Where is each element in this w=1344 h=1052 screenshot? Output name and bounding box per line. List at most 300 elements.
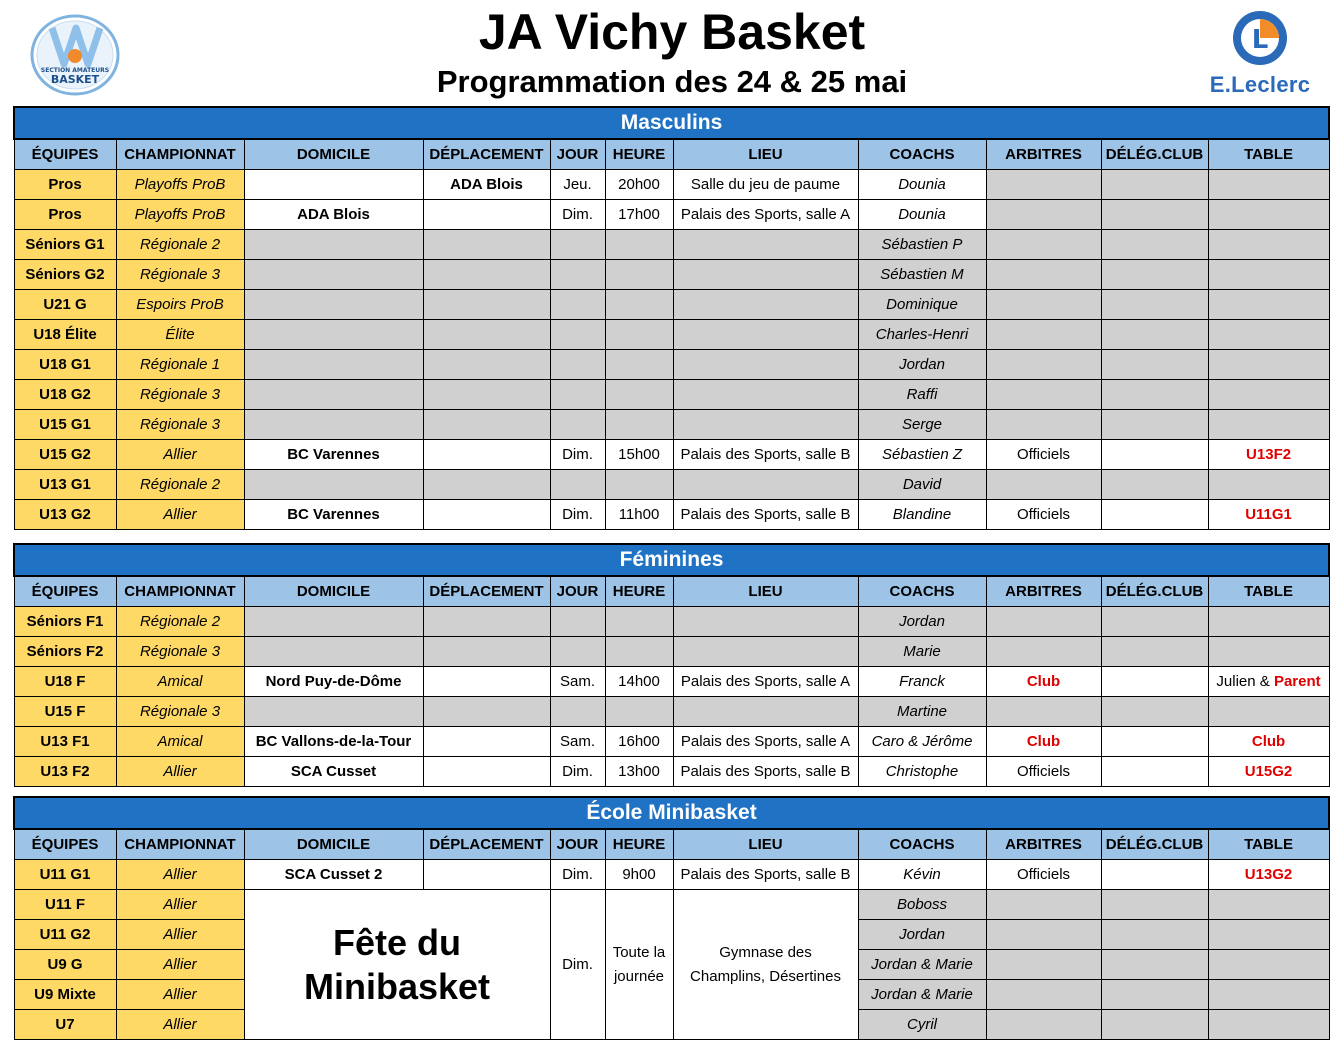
championship-cell: Allier xyxy=(116,950,244,980)
away-cell: ADA Blois xyxy=(423,170,550,200)
col-deleg-club: DÉLÉG.CLUB xyxy=(1101,576,1208,607)
home-cell xyxy=(244,170,423,200)
time-cell: 13h00 xyxy=(605,757,673,787)
empty-cell xyxy=(605,290,673,320)
table-row xyxy=(14,200,1329,230)
empty-cell xyxy=(1208,607,1329,637)
empty-cell xyxy=(1208,980,1329,1010)
championship-cell: Régionale 3 xyxy=(116,637,244,667)
team-cell: Séniors F2 xyxy=(14,637,116,667)
time-cell: 9h00 xyxy=(605,860,673,890)
table-cell xyxy=(1208,200,1329,230)
table-row xyxy=(14,230,1329,260)
coach-cell: Caro & Jérôme xyxy=(858,727,986,757)
coach-cell: Jordan xyxy=(858,920,986,950)
empty-cell xyxy=(673,380,858,410)
venue-cell: Palais des Sports, salle A xyxy=(673,667,858,697)
championship-cell: Allier xyxy=(116,860,244,890)
empty-cell xyxy=(423,320,550,350)
table-row xyxy=(14,260,1329,290)
empty-cell xyxy=(550,637,605,667)
team-cell: U18 F xyxy=(14,667,116,697)
empty-cell xyxy=(550,350,605,380)
fete-time-line2: journée xyxy=(613,967,665,985)
time-cell: 17h00 xyxy=(605,200,673,230)
table-name: Julien & xyxy=(1216,673,1274,690)
empty-cell xyxy=(986,260,1101,290)
team-cell: U21 G xyxy=(14,290,116,320)
empty-cell xyxy=(673,410,858,440)
empty-cell xyxy=(1208,697,1329,727)
empty-cell xyxy=(423,637,550,667)
masculins-table xyxy=(13,106,1330,530)
table-row xyxy=(14,410,1329,440)
empty-cell xyxy=(605,607,673,637)
table-cell: Club xyxy=(1208,727,1329,757)
championship-cell: Régionale 2 xyxy=(116,607,244,637)
empty-cell xyxy=(244,607,423,637)
empty-cell xyxy=(986,380,1101,410)
column-headers xyxy=(14,829,1329,860)
delegate-cell xyxy=(1101,727,1208,757)
empty-cell xyxy=(1101,950,1208,980)
empty-cell xyxy=(986,410,1101,440)
coach-cell: Dounia xyxy=(858,170,986,200)
col-lieu: LIEU xyxy=(673,829,858,860)
table-row xyxy=(14,637,1329,667)
col-domicile: DOMICILE xyxy=(244,829,423,860)
col-heure: HEURE xyxy=(605,139,673,170)
empty-cell xyxy=(605,320,673,350)
empty-cell xyxy=(986,697,1101,727)
empty-cell xyxy=(673,230,858,260)
venue-cell: Palais des Sports, salle B xyxy=(673,440,858,470)
championship-cell: Régionale 3 xyxy=(116,260,244,290)
referee-cell: Club xyxy=(986,727,1101,757)
empty-cell xyxy=(550,470,605,500)
away-cell xyxy=(423,727,550,757)
empty-cell xyxy=(423,607,550,637)
venue-cell: Palais des Sports, salle B xyxy=(673,757,858,787)
championship-cell: Playoffs ProB xyxy=(116,170,244,200)
time-cell: 20h00 xyxy=(605,170,673,200)
col-deplacement: DÉPLACEMENT xyxy=(423,829,550,860)
delegate-cell xyxy=(1101,200,1208,230)
col-jour: JOUR xyxy=(550,576,605,607)
table-row xyxy=(14,697,1329,727)
empty-cell xyxy=(423,697,550,727)
venue-cell: Palais des Sports, salle B xyxy=(673,860,858,890)
fete-day-cell: Dim. xyxy=(550,890,605,1040)
empty-cell xyxy=(605,380,673,410)
table-cell: U13F2 xyxy=(1208,440,1329,470)
col-domicile: DOMICILE xyxy=(244,576,423,607)
column-headers xyxy=(14,139,1329,170)
col-championnat: CHAMPIONNAT xyxy=(116,139,244,170)
col-jour: JOUR xyxy=(550,139,605,170)
empty-cell xyxy=(1101,890,1208,920)
empty-cell xyxy=(550,320,605,350)
empty-cell xyxy=(673,260,858,290)
col-table: TABLE xyxy=(1208,139,1329,170)
day-cell: Dim. xyxy=(550,757,605,787)
away-cell xyxy=(423,500,550,530)
fete-venue-cell xyxy=(673,890,858,1040)
minibasket-table xyxy=(13,796,1330,1040)
coach-cell: Raffi xyxy=(858,380,986,410)
empty-cell xyxy=(1208,290,1329,320)
championship-cell: Playoffs ProB xyxy=(116,200,244,230)
empty-cell xyxy=(244,290,423,320)
coach-cell: Cyril xyxy=(858,1010,986,1040)
referee-cell xyxy=(986,200,1101,230)
empty-cell xyxy=(1208,230,1329,260)
section-title: École Minibasket xyxy=(14,797,1329,829)
championship-cell: Allier xyxy=(116,440,244,470)
day-cell: Jeu. xyxy=(550,170,605,200)
coach-cell: Charles-Henri xyxy=(858,320,986,350)
empty-cell xyxy=(1101,230,1208,260)
day-cell: Dim. xyxy=(550,200,605,230)
empty-cell xyxy=(1101,637,1208,667)
empty-cell xyxy=(673,607,858,637)
championship-cell: Régionale 1 xyxy=(116,350,244,380)
coach-cell: Dominique xyxy=(858,290,986,320)
table-cell xyxy=(1208,170,1329,200)
delegate-cell xyxy=(1101,860,1208,890)
empty-cell xyxy=(1208,350,1329,380)
empty-cell xyxy=(1101,1010,1208,1040)
empty-cell xyxy=(244,320,423,350)
team-cell: U11 G1 xyxy=(14,860,116,890)
empty-cell xyxy=(673,320,858,350)
col-coachs: COACHS xyxy=(858,139,986,170)
feminines-table xyxy=(13,543,1330,787)
venue-cell: Salle du jeu de paume xyxy=(673,170,858,200)
championship-cell: Amical xyxy=(116,667,244,697)
home-cell: ADA Blois xyxy=(244,200,423,230)
col-deleg-club: DÉLÉG.CLUB xyxy=(1101,139,1208,170)
empty-cell xyxy=(605,410,673,440)
sponsor-logo xyxy=(1200,8,1320,100)
empty-cell xyxy=(1208,890,1329,920)
team-cell: U13 G1 xyxy=(14,470,116,500)
col-championnat: CHAMPIONNAT xyxy=(116,829,244,860)
referee-cell: Officiels xyxy=(986,757,1101,787)
col-jour: JOUR xyxy=(550,829,605,860)
empty-cell xyxy=(986,290,1101,320)
empty-cell xyxy=(1101,350,1208,380)
col-deplacement: DÉPLACEMENT xyxy=(423,139,550,170)
col-heure: HEURE xyxy=(605,576,673,607)
sponsor-name: E.Leclerc xyxy=(1209,72,1311,97)
coach-cell: Boboss xyxy=(858,890,986,920)
championship-cell: Élite xyxy=(116,320,244,350)
coach-cell: Jordan & Marie xyxy=(858,950,986,980)
empty-cell xyxy=(244,380,423,410)
table-cell xyxy=(1208,667,1329,697)
away-cell xyxy=(423,667,550,697)
coach-cell: Jordan xyxy=(858,607,986,637)
empty-cell xyxy=(244,697,423,727)
coach-cell: Christophe xyxy=(858,757,986,787)
home-cell: BC Varennes xyxy=(244,440,423,470)
empty-cell xyxy=(1208,920,1329,950)
referee-cell: Club xyxy=(986,667,1101,697)
team-cell: U15 G1 xyxy=(14,410,116,440)
column-headers xyxy=(14,576,1329,607)
team-cell: U7 xyxy=(14,1010,116,1040)
empty-cell xyxy=(986,950,1101,980)
team-cell: U15 G2 xyxy=(14,440,116,470)
empty-cell xyxy=(673,470,858,500)
table-cell: U15G2 xyxy=(1208,757,1329,787)
team-cell: Pros xyxy=(14,170,116,200)
page-title: JA Vichy Basket xyxy=(478,4,866,60)
day-cell: Dim. xyxy=(550,500,605,530)
coach-cell: Jordan & Marie xyxy=(858,980,986,1010)
venue-cell: Palais des Sports, salle B xyxy=(673,500,858,530)
empty-cell xyxy=(1101,920,1208,950)
empty-cell xyxy=(1101,470,1208,500)
empty-cell xyxy=(673,697,858,727)
table-row xyxy=(14,290,1329,320)
empty-cell xyxy=(550,230,605,260)
empty-cell xyxy=(423,410,550,440)
empty-cell xyxy=(1208,410,1329,440)
empty-cell xyxy=(673,350,858,380)
empty-cell xyxy=(550,290,605,320)
empty-cell xyxy=(550,260,605,290)
empty-cell xyxy=(1208,637,1329,667)
empty-cell xyxy=(986,920,1101,950)
championship-cell: Régionale 2 xyxy=(116,470,244,500)
empty-cell xyxy=(244,410,423,440)
col-table: TABLE xyxy=(1208,829,1329,860)
home-cell: SCA Cusset xyxy=(244,757,423,787)
coach-cell: Blandine xyxy=(858,500,986,530)
fete-time-line1: Toute la xyxy=(612,943,666,961)
team-cell: U18 Élite xyxy=(14,320,116,350)
time-cell: 11h00 xyxy=(605,500,673,530)
referee-cell: Officiels xyxy=(986,440,1101,470)
col-equipes: ÉQUIPES xyxy=(14,829,116,860)
empty-cell xyxy=(1101,290,1208,320)
time-cell: 15h00 xyxy=(605,440,673,470)
home-cell: SCA Cusset 2 xyxy=(244,860,423,890)
fete-title-line2: Minibasket xyxy=(303,965,491,1007)
table-row xyxy=(14,380,1329,410)
delegate-cell xyxy=(1101,500,1208,530)
coach-cell: Kévin xyxy=(858,860,986,890)
table-row xyxy=(14,320,1329,350)
col-deleg-club: DÉLÉG.CLUB xyxy=(1101,829,1208,860)
empty-cell xyxy=(986,350,1101,380)
coach-cell: Franck xyxy=(858,667,986,697)
empty-cell xyxy=(244,230,423,260)
team-cell: U13 G2 xyxy=(14,500,116,530)
championship-cell: Allier xyxy=(116,980,244,1010)
day-cell: Dim. xyxy=(550,440,605,470)
col-equipes: ÉQUIPES xyxy=(14,576,116,607)
coach-cell: Dounia xyxy=(858,200,986,230)
away-cell xyxy=(423,757,550,787)
championship-cell: Amical xyxy=(116,727,244,757)
referee-cell: Officiels xyxy=(986,500,1101,530)
delegate-cell xyxy=(1101,757,1208,787)
team-cell: U13 F2 xyxy=(14,757,116,787)
venue-cell: Palais des Sports, salle A xyxy=(673,727,858,757)
table-cell: U11G1 xyxy=(1208,500,1329,530)
table-row xyxy=(14,440,1329,470)
empty-cell xyxy=(673,290,858,320)
table-row xyxy=(14,170,1329,200)
delegate-cell xyxy=(1101,440,1208,470)
empty-cell xyxy=(550,410,605,440)
team-cell: Séniors F1 xyxy=(14,607,116,637)
team-cell: U11 F xyxy=(14,890,116,920)
page-subtitle: Programmation des 24 & 25 mai xyxy=(436,64,908,99)
team-cell: Pros xyxy=(14,200,116,230)
empty-cell xyxy=(605,470,673,500)
col-coachs: COACHS xyxy=(858,576,986,607)
empty-cell xyxy=(605,260,673,290)
header xyxy=(0,0,1344,104)
empty-cell xyxy=(605,697,673,727)
table-row xyxy=(14,500,1329,530)
table-row xyxy=(14,890,1329,920)
col-lieu: LIEU xyxy=(673,139,858,170)
championship-cell: Régionale 2 xyxy=(116,230,244,260)
col-arbitres: ARBITRES xyxy=(986,829,1101,860)
fete-minibasket-cell xyxy=(244,890,550,1040)
team-cell: U11 G2 xyxy=(14,920,116,950)
col-arbitres: ARBITRES xyxy=(986,139,1101,170)
team-cell: U9 G xyxy=(14,950,116,980)
fete-time-cell xyxy=(605,890,673,1040)
empty-cell xyxy=(986,470,1101,500)
home-cell: BC Vallons-de-la-Tour xyxy=(244,727,423,757)
team-cell: Séniors G2 xyxy=(14,260,116,290)
empty-cell xyxy=(986,1010,1101,1040)
empty-cell xyxy=(244,350,423,380)
empty-cell xyxy=(423,380,550,410)
empty-cell xyxy=(986,637,1101,667)
championship-cell: Allier xyxy=(116,1010,244,1040)
empty-cell xyxy=(605,230,673,260)
day-cell: Sam. xyxy=(550,727,605,757)
col-arbitres: ARBITRES xyxy=(986,576,1101,607)
time-cell: 14h00 xyxy=(605,667,673,697)
championship-cell: Allier xyxy=(116,500,244,530)
empty-cell xyxy=(986,980,1101,1010)
col-championnat: CHAMPIONNAT xyxy=(116,576,244,607)
referee-cell: Officiels xyxy=(986,860,1101,890)
empty-cell xyxy=(244,260,423,290)
section-title: Féminines xyxy=(14,544,1329,576)
coach-cell: David xyxy=(858,470,986,500)
championship-cell: Espoirs ProB xyxy=(116,290,244,320)
day-cell: Sam. xyxy=(550,667,605,697)
table-row xyxy=(14,667,1329,697)
empty-cell xyxy=(605,350,673,380)
championship-cell: Régionale 3 xyxy=(116,380,244,410)
championship-cell: Régionale 3 xyxy=(116,410,244,440)
referee-cell xyxy=(986,170,1101,200)
col-deplacement: DÉPLACEMENT xyxy=(423,576,550,607)
championship-cell: Régionale 3 xyxy=(116,697,244,727)
home-cell: BC Varennes xyxy=(244,500,423,530)
table-row xyxy=(14,607,1329,637)
team-cell: Séniors G1 xyxy=(14,230,116,260)
table-row xyxy=(14,860,1329,890)
team-cell: U13 F1 xyxy=(14,727,116,757)
empty-cell xyxy=(550,607,605,637)
empty-cell xyxy=(1208,380,1329,410)
col-table: TABLE xyxy=(1208,576,1329,607)
empty-cell xyxy=(1101,260,1208,290)
empty-cell xyxy=(244,637,423,667)
championship-cell: Allier xyxy=(116,757,244,787)
away-cell xyxy=(423,860,550,890)
coach-cell: Sébastien P xyxy=(858,230,986,260)
coach-cell: Marie xyxy=(858,637,986,667)
fete-venue-line1: Gymnase des xyxy=(719,943,812,961)
empty-cell xyxy=(1101,607,1208,637)
table-row xyxy=(14,757,1329,787)
empty-cell xyxy=(1208,320,1329,350)
team-cell: U15 F xyxy=(14,697,116,727)
empty-cell xyxy=(1208,1010,1329,1040)
svg-text:L: L xyxy=(1251,25,1269,55)
empty-cell xyxy=(423,260,550,290)
coach-cell: Martine xyxy=(858,697,986,727)
empty-cell xyxy=(986,607,1101,637)
empty-cell xyxy=(1101,697,1208,727)
col-coachs: COACHS xyxy=(858,829,986,860)
delegate-cell xyxy=(1101,170,1208,200)
championship-cell: Allier xyxy=(116,890,244,920)
fete-title-line1: Fête du xyxy=(332,921,461,963)
empty-cell xyxy=(550,697,605,727)
svg-text:BASKET: BASKET xyxy=(50,73,100,86)
col-domicile: DOMICILE xyxy=(244,139,423,170)
empty-cell xyxy=(550,380,605,410)
coach-cell: Sébastien Z xyxy=(858,440,986,470)
empty-cell xyxy=(244,470,423,500)
table-cell: U13G2 xyxy=(1208,860,1329,890)
away-cell xyxy=(423,200,550,230)
championship-cell: Allier xyxy=(116,920,244,950)
table-row xyxy=(14,470,1329,500)
col-heure: HEURE xyxy=(605,829,673,860)
venue-cell: Palais des Sports, salle A xyxy=(673,200,858,230)
empty-cell xyxy=(986,230,1101,260)
empty-cell xyxy=(1101,980,1208,1010)
delegate-cell xyxy=(1101,667,1208,697)
table-row xyxy=(14,350,1329,380)
team-cell: U18 G2 xyxy=(14,380,116,410)
empty-cell xyxy=(986,320,1101,350)
coach-cell: Jordan xyxy=(858,350,986,380)
empty-cell xyxy=(423,350,550,380)
empty-cell xyxy=(423,230,550,260)
empty-cell xyxy=(423,290,550,320)
table-row xyxy=(14,727,1329,757)
team-cell: U9 Mixte xyxy=(14,980,116,1010)
empty-cell xyxy=(1208,950,1329,980)
empty-cell xyxy=(1101,320,1208,350)
